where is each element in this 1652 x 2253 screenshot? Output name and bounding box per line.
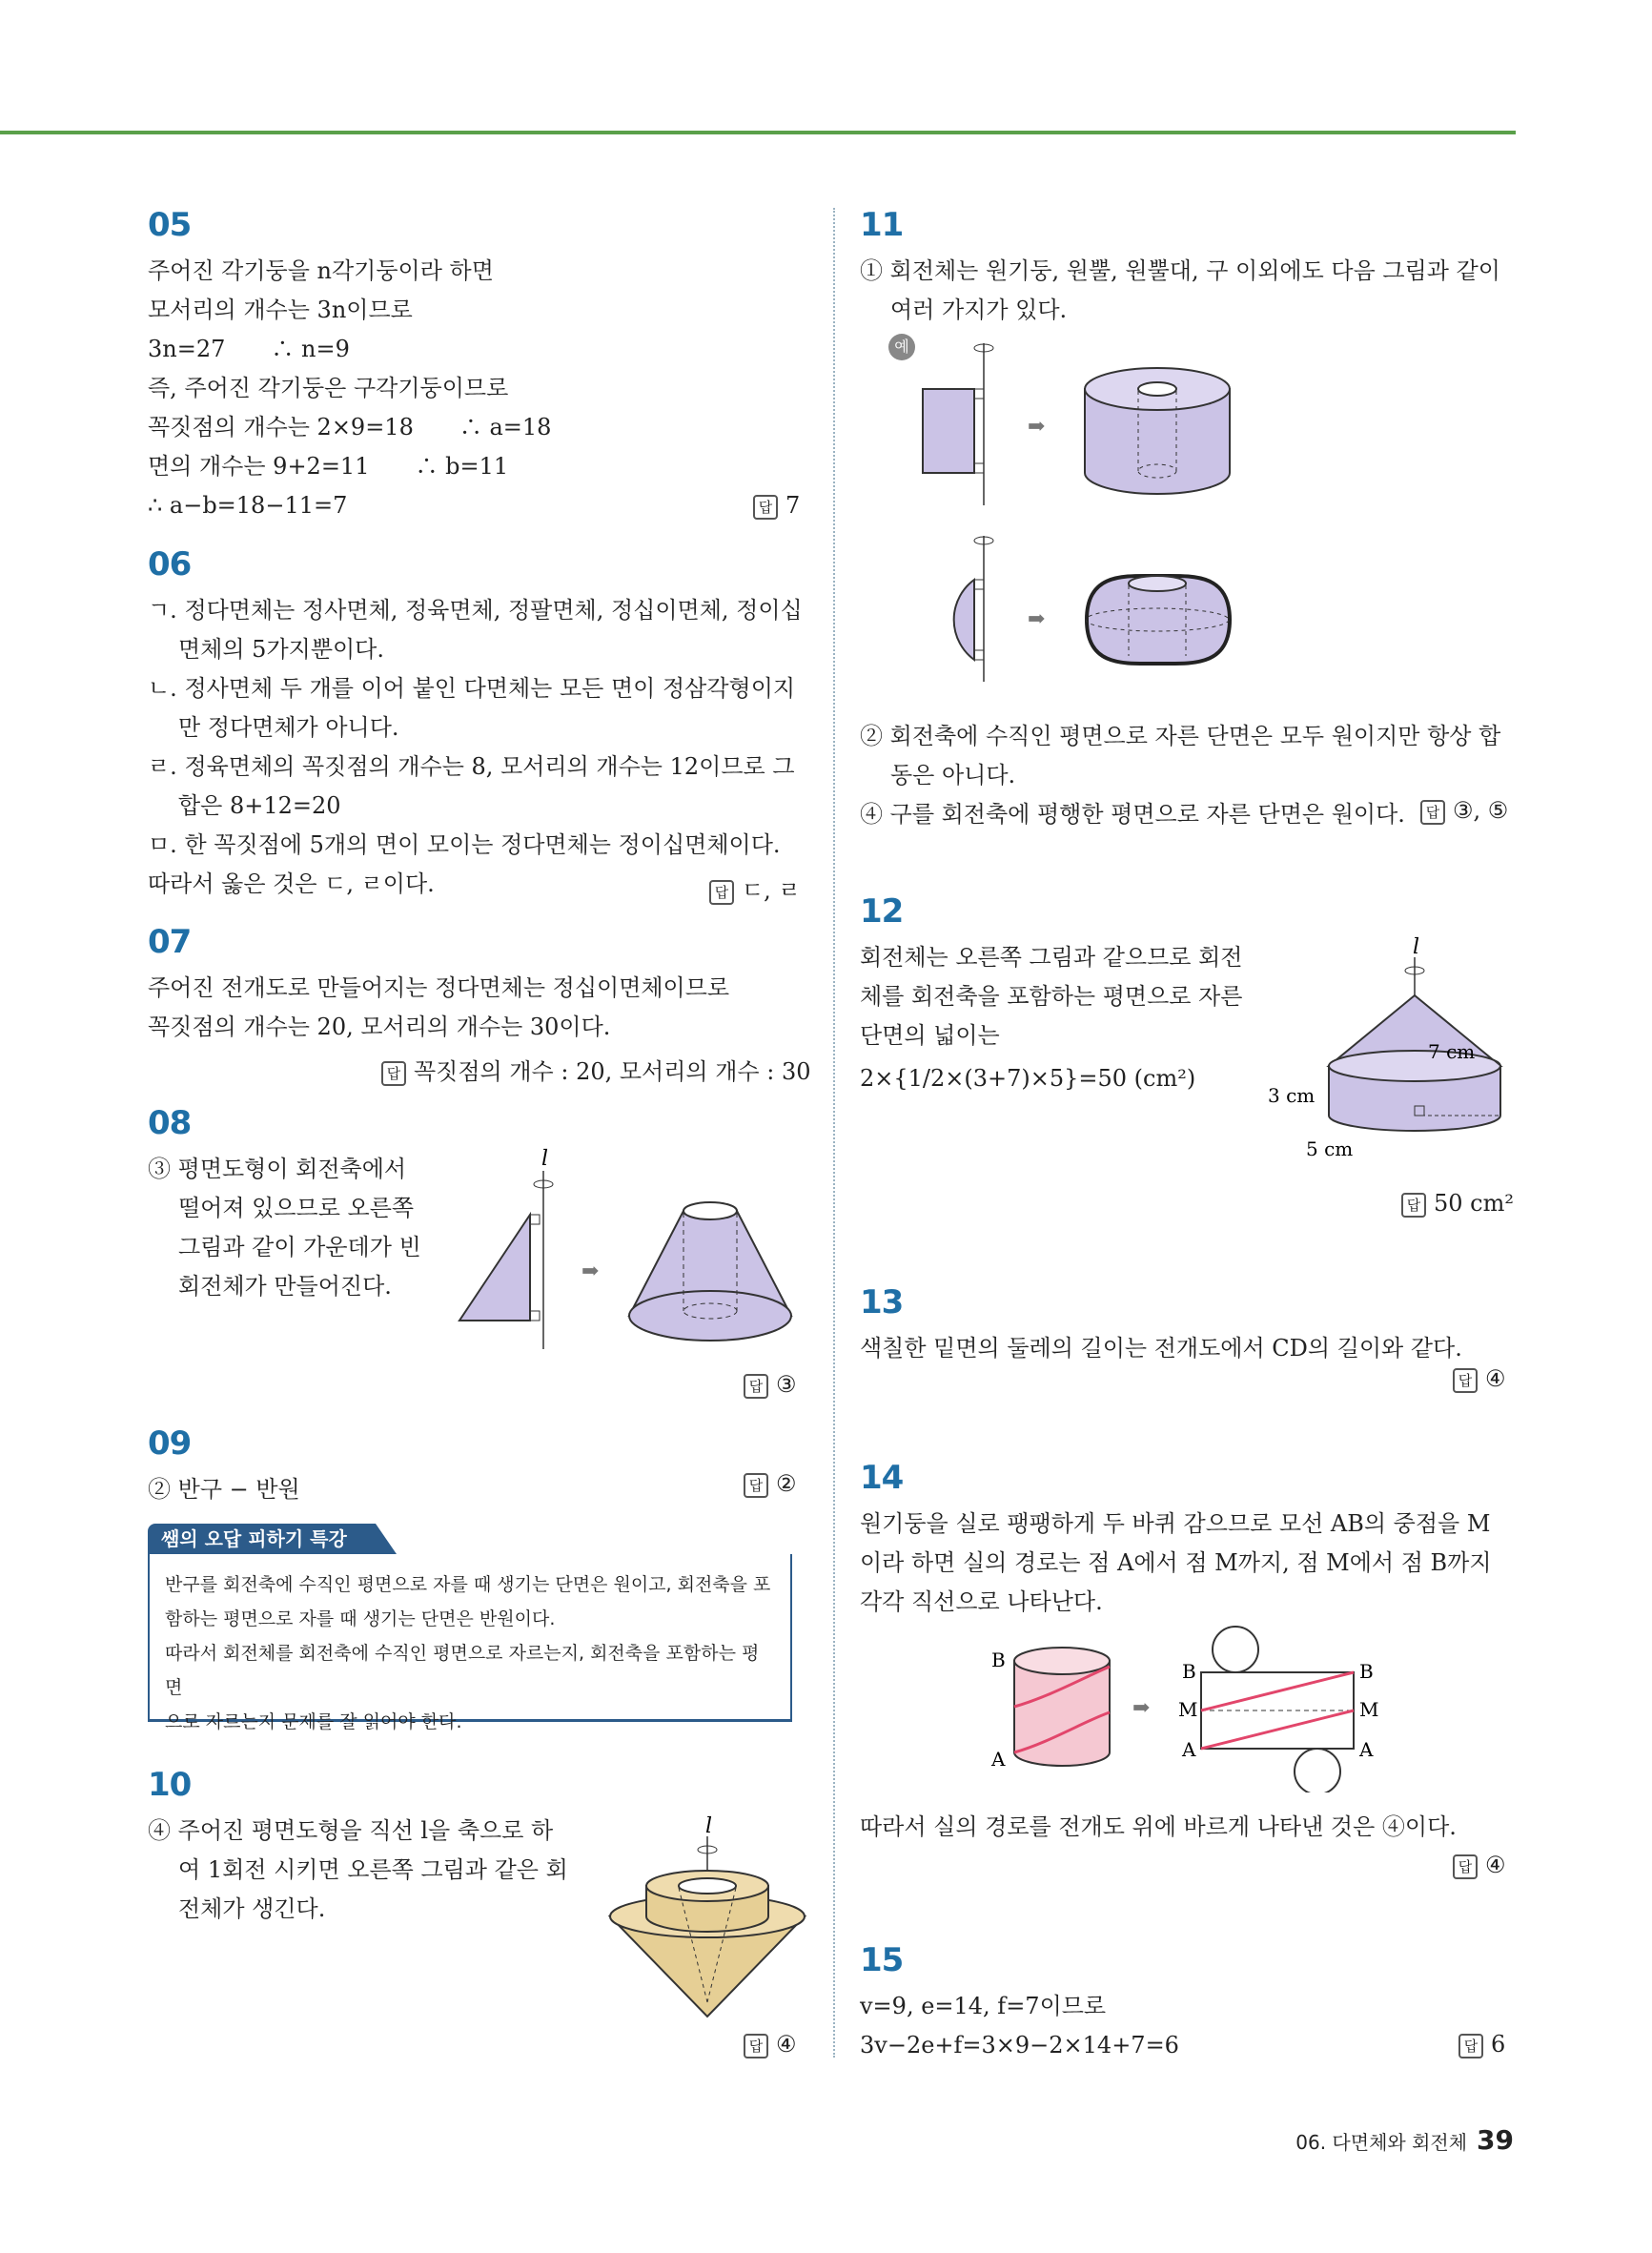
label-A-right: A [1359,1738,1374,1761]
solution-line: 면체의 5가지뿐이다. [178,636,384,663]
semicircle-shape [954,580,974,660]
answer-14 [1453,1852,1506,1879]
solution-line: v=9, e=14, f=7이므로 [860,1993,1107,2019]
solution-line: 따라서 실의 경로를 전개도 위에 바르게 나타낸 것은 ④이다. [860,1813,1457,1840]
chapter-title: 06. 다면체와 회전체 [1295,2131,1468,2154]
tube-hole [1138,382,1176,396]
problem-07 [148,923,729,1047]
right-angle-mark [530,1311,540,1321]
area-formula: 2×{1/2×(3+7)×5}=50 (cm²) [860,1065,1196,1092]
solution-line: 여 1회전 시키면 오른쪽 그림과 같은 회 [178,1856,568,1883]
answer-value: 50 cm² [1434,1190,1514,1217]
rotation-examples-figure [915,334,1525,686]
answer-value: ④ [1485,1365,1506,1392]
solution-line: 3n=27 ∴ n=9 [148,336,350,362]
page-footer [1295,2124,1514,2156]
solution-line: ④ 주어진 평면도형을 직선 l을 축으로 하 [148,1817,554,1844]
answer-icon: 답 [753,495,778,520]
answer-value: ③ [776,1371,797,1398]
solution-line: 떨어져 있으므로 오른쪽 [178,1195,415,1221]
solution-line: ㅁ. 한 꼭짓점에 5개의 면이 모이는 정다면체는 정이십면체이다. [148,831,781,858]
solution-line: 꼭짓점의 개수는 2×9=18 ∴ a=18 [148,414,552,440]
solution-line: ② 반구 − 반원 [148,1476,300,1503]
right-angle-mark [974,463,984,473]
solution-line: 여러 가지가 있다. [890,297,1068,323]
answer-05 [753,492,800,520]
solution-line: 동은 아니다. [890,762,1016,789]
problem-11-continued [860,717,1500,834]
problem-number: 11 [860,206,904,244]
answer-09 [744,1470,797,1498]
solution-line: ㄹ. 정육면체의 꼭짓점의 개수는 8, 모서리의 개수는 12이므로 그 [148,753,795,780]
rectangle-shape [923,389,974,473]
triangle-shape [459,1215,530,1321]
answer-icon: 답 [744,1374,768,1399]
answer-icon: 답 [1453,1854,1478,1879]
label-M-left: M [1178,1698,1198,1721]
solution-line: 만 정다면체가 아니다. [178,714,399,741]
ring-hole [679,1878,736,1894]
answer-13 [1453,1365,1506,1393]
solution-line: 모서리의 개수는 3n이므로 [148,297,413,323]
answer-value: 7 [785,492,801,519]
string-cylinder-figure [982,1621,1420,1792]
problem-number: 07 [148,923,192,961]
tip-line: 반구를 회전축에 수직인 평면으로 자를 때 생기는 단면은 원이고, 회전축을 포 [165,1574,771,1595]
solution-line: 면의 개수는 9+2=11 ∴ b=11 [148,453,509,480]
problem-number: 14 [860,1459,904,1497]
problem-number: 06 [148,545,192,584]
problem-number: 15 [860,1941,904,1979]
arrow-icon: ➡ [1028,415,1046,439]
solution-line: 합은 8+12=20 [178,792,341,819]
right-angle-mark [974,389,984,399]
axis-label: l [705,1814,713,1838]
solution-line: 그림과 같이 가운데가 빈 [178,1234,421,1260]
problem-10 [148,1766,568,1929]
tip-title: 쌤의 오답 피하기 특강 [148,1524,376,1554]
answer-07 [381,1053,811,1086]
answer-icon: 답 [381,1061,406,1086]
problem-13 [860,1283,1462,1368]
cylinder-body [1014,1661,1110,1766]
tip-line: 따라서 회전체를 회전축에 수직인 평면으로 자르는지, 회전축을 포함하는 평면 [165,1643,760,1698]
answer-value: 6 [1491,2031,1506,2058]
solution-line: 회전체가 만들어진다. [178,1273,392,1300]
problem-15 [860,1941,1179,2065]
answer-value: ㄷ, ㄹ [742,877,801,904]
solution-line: 회전체는 오른쪽 그림과 같으므로 회전 [860,944,1243,971]
answer-value: 꼭짓점의 개수 : 20, 모서리의 개수 : 30 [414,1058,811,1085]
solution-line: ② 회전축에 수직인 평면으로 자른 단면은 모두 원이지만 항상 합 [860,723,1501,749]
answer-10 [744,2031,797,2058]
problem-number: 09 [148,1424,192,1463]
arrow-icon: ➡ [1028,607,1046,631]
top-rule [0,131,1516,134]
label-B: B [991,1649,1006,1671]
solution-line: 단면의 넓이는 [860,1022,1000,1049]
tip-line: 으로 자르는지 문제를 잘 읽어야 한다. [165,1711,462,1732]
answer-icon: 답 [744,2034,768,2058]
tip-body [148,1554,792,1732]
solution-line: ① 회전체는 원기둥, 원뿔, 원뿔대, 구 이외에도 다음 그림과 같이 [860,257,1500,284]
solution-line: 색칠한 밑면의 둘레의 길이는 전개도에서 CD의 길이와 같다. [860,1335,1462,1362]
axis-label: l [541,1147,549,1171]
solution-line: 3v−2e+f=3×9−2×14+7=6 [860,2032,1179,2058]
answer-08 [744,1371,797,1399]
solution-line: 주어진 전개도로 만들어지는 정다면체는 정십이면체이므로 [148,974,730,1001]
answer-icon: 답 [744,1473,768,1498]
solution-line: ④ 구를 회전축에 평행한 평면으로 자른 단면은 원이다. [860,801,1405,828]
solution-line: ㄱ. 정다면체는 정사면체, 정육면체, 정팔면체, 정십이면체, 정이십 [148,597,803,624]
right-angle-mark [530,1215,540,1224]
example-badge: 예 [888,334,915,360]
bottom-circle [1295,1749,1340,1792]
label-A: A [991,1748,1006,1771]
problem-09 [148,1424,300,1509]
axis-label: l [1413,935,1420,959]
problem-number: 08 [148,1104,192,1142]
solution-line: ∴ a−b=18−11=7 [148,492,348,519]
answer-icon: 답 [1420,800,1445,825]
top-circle [1213,1627,1258,1672]
problem-11 [860,206,1500,330]
label-M-right: M [1359,1698,1379,1721]
cylinder-top [1014,1648,1110,1674]
tip-box [148,1524,796,1732]
problem-number: 05 [148,206,192,244]
problem-14-continued [860,1808,1457,1847]
answer-15 [1458,2031,1505,2058]
solution-line: 주어진 각기둥을 n각기둥이라 하면 [148,257,494,284]
torus-top [1129,576,1186,591]
problem-06 [148,545,803,904]
answer-icon: 답 [709,880,734,905]
problem-12 [860,892,1242,1098]
answer-icon: 답 [1401,1193,1426,1218]
problem-number: 10 [148,1766,192,1804]
label-slant-7cm: 7 cm [1428,1040,1476,1063]
solution-line: 이라 하면 실의 경로는 점 A에서 점 M까지, 점 M에서 점 B까지 [860,1549,1492,1576]
answer-value: ② [776,1470,797,1497]
column-divider [833,208,835,2058]
solution-line: 각각 직선으로 나타난다. [860,1588,1103,1615]
spinning-top-figure [601,1812,810,2031]
answer-06 [709,871,801,905]
problem-08 [148,1104,421,1306]
solution-line: 즉, 주어진 각기둥은 구각기둥이므로 [148,375,509,401]
problem-14 [860,1459,1492,1622]
right-angle-mark [974,650,984,660]
solution-line: ③ 평면도형이 회전축에서 [148,1156,407,1182]
answer-value: ④ [1485,1852,1506,1878]
answer-value: ④ [776,2031,797,2058]
solution-line: ㄴ. 정사면체 두 개를 이어 붙인 다면체는 모든 면이 정삼각형이지 [148,675,796,702]
solution-line: 원기둥을 실로 팽팽하게 두 바퀴 감으므로 모선 AB의 중점을 M [860,1510,1491,1537]
problem-05 [148,206,551,525]
answer-icon: 답 [1458,2034,1483,2058]
cone-on-cylinder-figure [1268,934,1525,1173]
arrow-icon: ➡ [1132,1696,1151,1720]
answer-icon: 답 [1453,1368,1478,1393]
answer-value: ③, ⑤ [1453,797,1509,824]
solution-line: 꼭짓점의 개수는 20, 모서리의 개수는 30이다. [148,1014,611,1040]
right-angle-mark [974,580,984,589]
label-B-right: B [1359,1660,1374,1683]
label-B-left: B [1182,1660,1196,1683]
label-radius-5cm: 5 cm [1306,1137,1354,1160]
label-height-3cm: 3 cm [1268,1084,1315,1107]
problem-number: 12 [860,892,904,931]
page-number: 39 [1477,2124,1514,2156]
problem-number: 13 [860,1283,904,1321]
solution-line: 체를 회전축을 포함하는 평면으로 자른 [860,983,1243,1010]
answer-11 [1420,797,1508,825]
cone-base [629,1291,791,1341]
tip-line: 함하는 평면으로 자를 때 생기는 단면은 반원이다. [165,1608,556,1629]
hollow-cone-figure [448,1144,810,1363]
cone-top-hole [683,1202,737,1219]
solution-line: 따라서 옳은 것은 ㄷ, ㄹ이다. [148,870,435,897]
label-A-left: A [1182,1738,1196,1761]
solution-line: 전체가 생긴다. [178,1895,326,1922]
arrow-icon: ➡ [581,1260,600,1283]
answer-12 [1401,1190,1514,1218]
